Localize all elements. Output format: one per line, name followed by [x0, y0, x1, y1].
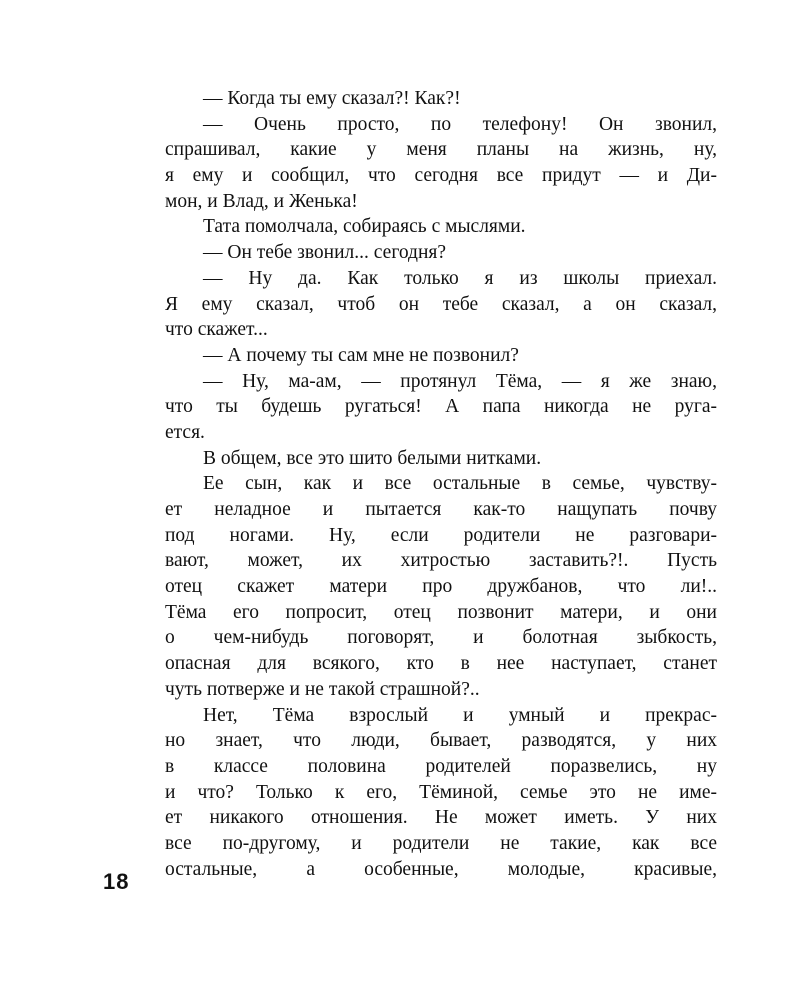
- text-line: вают, может, их хитростью заставить?!. Пусть: [165, 550, 717, 572]
- page-text: [165, 86, 717, 882]
- text-line: Ее сын, как и все остальные в семье, чувству-: [203, 473, 717, 495]
- text-line: что ты будешь ругаться! А папа никогда не руга-: [165, 396, 717, 418]
- text-line: в классе половина родителей поразвелись, ну: [165, 755, 717, 777]
- text-line: — А почему ты сам мне не позвонил?: [203, 344, 519, 366]
- text-line: ется.: [165, 421, 205, 443]
- text-line: — Когда ты ему сказал?! Как?!: [203, 88, 461, 109]
- text-line: Тёма его попросит, отец позвонит матери, и они: [165, 601, 717, 623]
- page-number: 18: [103, 869, 130, 894]
- text-line: ет неладное и пытается как-то нащупать почву: [165, 499, 717, 520]
- text-line: отец скажет матери про дружбанов, что ли!..: [165, 576, 717, 598]
- text-line: Тата помолчала, собираясь с мыслями.: [203, 216, 526, 238]
- text-line: о чем-нибудь поговорят, и болотная зыбкость,: [165, 627, 717, 649]
- text-line: Нет, Тёма взрослый и умный и прекрас-: [203, 704, 717, 726]
- text-line: — Ну да. Как только я из школы приехал.: [203, 267, 717, 289]
- text-line: — Очень просто, по телефону! Он звонил,: [203, 113, 717, 135]
- text-line: остальные, а особенные, молодые, красивые,: [165, 858, 717, 880]
- text-line: все по-другому, и родители не такие, как все: [165, 832, 717, 854]
- text-line: под ногами. Ну, если родители не разговари-: [165, 524, 717, 546]
- text-line: ет никакого отношения. Не может иметь. У них: [165, 807, 717, 829]
- text-line: — Ну, ма-ам, — протянул Тёма, — я же знаю,: [203, 370, 717, 392]
- text-line: — Он тебе звонил... сегодня?: [203, 242, 446, 264]
- text-line: опасная для всякого, кто в нее наступает, станет: [165, 653, 717, 675]
- text-line: мон, и Влад, и Женька!: [165, 190, 358, 212]
- text-line: В общем, все это шито белыми нитками.: [203, 447, 542, 469]
- text-line: я ему и сообщил, что сегодня все придут — и Ди-: [165, 165, 717, 187]
- text-line: спрашивал, какие у меня планы на жизнь, ну,: [165, 139, 717, 161]
- text-line: чуть потверже и не такой страшной?..: [165, 678, 480, 700]
- text-line: Я ему сказал, чтоб он тебе сказал, а он сказал,: [165, 293, 717, 315]
- text-line: но знает, что люди, бывает, разводятся, у них: [165, 730, 717, 752]
- text-line: что скажет...: [165, 319, 268, 341]
- text-line: и что? Только к его, Тёминой, семье это не име-: [165, 781, 717, 803]
